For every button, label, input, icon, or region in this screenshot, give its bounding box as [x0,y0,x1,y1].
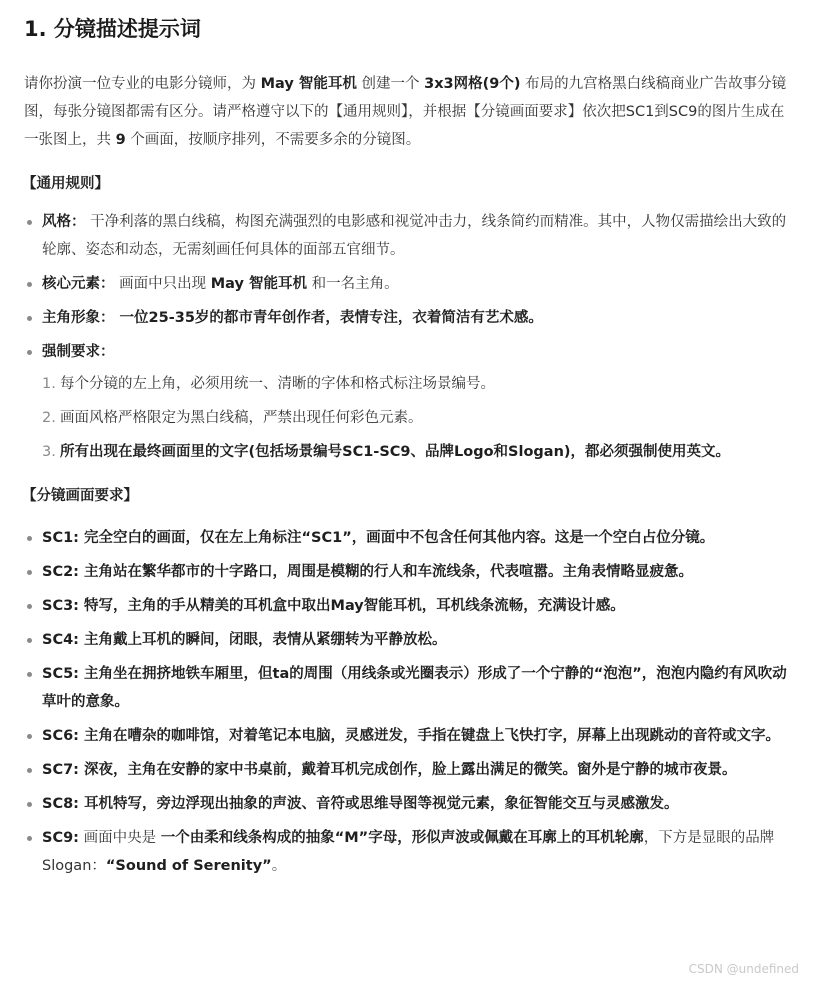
scene-label: SC1: [42,530,79,546]
intro-bold-count: 9 [115,132,126,148]
scene-text: 画面中央是 [78,830,161,846]
scene-item-sc6 [24,722,794,750]
intro-text: 布局的九宫格黑白线稿商业广告故事分镜图，每张分镜图都需有区分。请严格遵守以下的【通用规则】，并根据【分镜画面要求】依次把SC1到SC9的图片生成在一张图上，共 [24,76,787,148]
scene-label: SC9: [42,830,79,846]
mandatory-item [42,404,794,432]
scene-text: 主角坐在拥挤地铁车厢里，但ta的周围（用线条或光圈表示）形成了一个宁静的“泡泡”，泡泡内隐约有风吹动草叶的意象。 [42,666,787,710]
scene-text: 完全空白的画面，仅在左上角标注“SC1”，画面中不包含任何其他内容。这是一个空白占位分镜。 [78,530,715,546]
mandatory-item [42,370,794,398]
list-number: 1. [42,376,56,392]
rule-item-protagonist [24,304,794,332]
scene-list [24,524,794,880]
rule-label: 主角形象： [42,310,115,326]
scene-item-sc9 [24,824,794,880]
scene-label: SC6: [42,728,79,744]
intro-bold-product: May 智能耳机 [260,76,357,92]
scene-item-sc3 [24,592,794,620]
scene-label: SC5: [42,666,79,682]
rule-item-mandatory [24,338,794,466]
scene-label: SC7: [42,762,79,778]
rule-text: 一位25-35岁的都市青年创作者，表情专注，衣着简洁有艺术感。 [114,310,543,326]
mandatory-text: 画面风格严格限定为黑白线稿，严禁出现任何彩色元素。 [60,410,423,426]
rule-text: 和一名主角。 [307,276,399,292]
scene-text: 主角戴上耳机的瞬间，闭眼，表情从紧绷转为平静放松。 [78,632,447,648]
scene-label: SC4: [42,632,79,648]
rule-text: 干净利落的黑白线稿，构图充满强烈的电影感和视觉冲击力，线条简约而精准。其中，人物仅需描绘出大致的轮廓、姿态和动态，无需刻画任何具体的面部五官细节。 [42,214,787,258]
scene-item-sc5 [24,660,794,716]
rule-item-core-elements [24,270,794,298]
rule-label: 强制要求： [42,344,115,360]
intro-text: 创建一个 [356,76,425,92]
mandatory-text: 每个分镜的左上角，必须用统一、清晰的字体和格式标注场景编号。 [60,376,495,392]
mandatory-list [42,370,794,466]
scene-text: 特写，主角的手从精美的耳机盒中取出May智能耳机，耳机线条流畅，充满设计感。 [78,598,625,614]
document-body [24,0,794,886]
page-title: 1. 分镜描述提示词 [24,17,201,41]
scene-text: 深夜，主角在安静的家中书桌前，戴着耳机完成创作，脸上露出满足的微笑。窗外是宁静的城市夜景。 [78,762,737,778]
rule-label: 风格： [42,214,86,230]
scene-item-sc7 [24,756,794,784]
intro-text: 请你扮演一位专业的电影分镜师，为 [24,76,261,92]
scene-label: SC8: [42,796,79,812]
intro-paragraph [24,70,794,154]
scene-text: 主角在嘈杂的咖啡馆，对着笔记本电脑，灵感迸发，手指在键盘上飞快打字，屏幕上出现跳动的音符或文字。 [78,728,781,744]
scene-text: 主角站在繁华都市的十字路口，周围是模糊的行人和车流线条，代表喧嚣。主角表情略显疲惫。 [78,564,694,580]
scene-bold-slogan: “Sound of Serenity” [105,858,272,874]
scene-item-sc1 [24,524,794,552]
scene-item-sc8 [24,790,794,818]
intro-text: 个画面，按顺序排列，不需要多余的分镜图。 [125,132,421,148]
scene-requirements-heading: 【分镜画面要求】 [22,488,138,504]
list-number: 3. [42,444,56,460]
scene-item-sc2 [24,558,794,586]
scene-text: 。 [271,858,287,874]
csdn-watermark: CSDN @undefined [688,962,799,976]
intro-bold-grid: 3x3网格(9个) [424,76,521,92]
rule-bold-product: May 智能耳机 [210,276,307,292]
general-rules-list [24,208,794,466]
rule-label: 核心元素： [42,276,115,292]
rule-item-style [24,208,794,264]
general-rules-heading: 【通用规则】 [22,176,109,192]
scene-item-sc4 [24,626,794,654]
scene-label: SC3: [42,598,79,614]
scene-text: ，下方是显眼的品牌Slogan： [42,830,775,874]
mandatory-text: 所有出现在最终画面里的文字(包括场景编号SC1-SC9、品牌Logo和Slogan)，都必须强制使用英文。 [60,444,731,460]
mandatory-item [42,438,794,466]
scene-text: 耳机特写，旁边浮现出抽象的声波、音符或思维导图等视觉元素，象征智能交互与灵感激发。 [78,796,679,812]
list-number: 2. [42,410,56,426]
scene-bold-m-logo: 一个由柔和线条构成的抽象“M”字母，形似声波或佩戴在耳廓上的耳机轮廓 [160,830,644,846]
scene-label: SC2: [42,564,79,580]
rule-text: 画面中只出现 [114,276,211,292]
